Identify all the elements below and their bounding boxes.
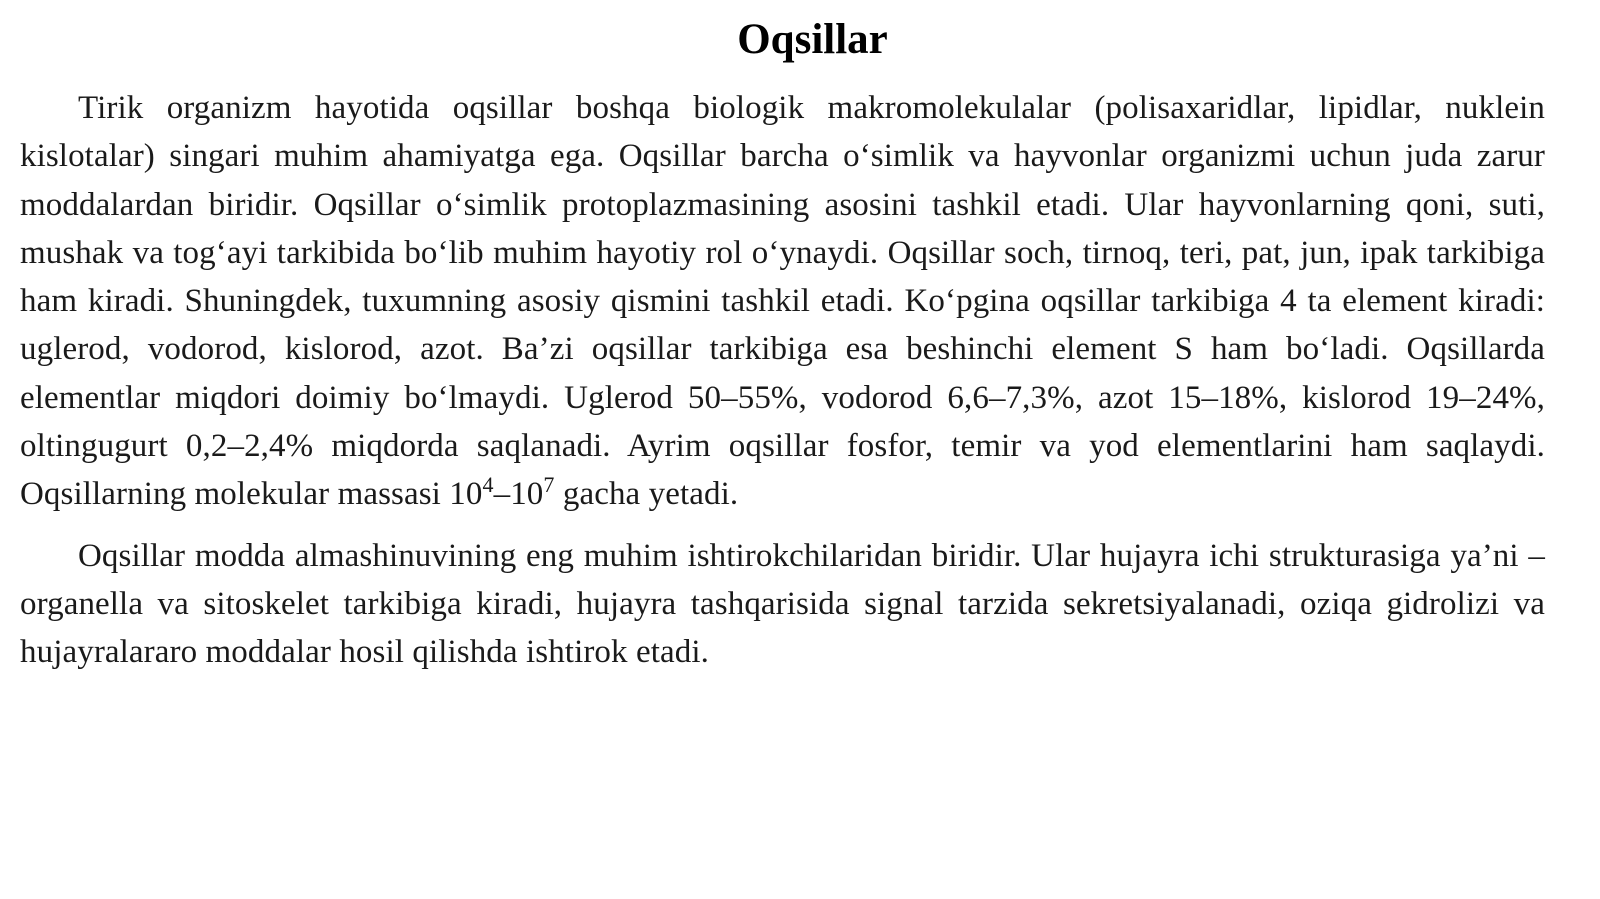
paragraph-1	[20, 84, 1545, 519]
paragraph-2: Oqsillar modda almashinuvining eng muhim ishtirokchilaridan biridir. Ular hujayra ichi strukturasiga ya’ni – organella va sitoskelet tarkibiga kiradi, hujayra tashqarisida signal tarzida sekretsiyalanadi, oziqa gidrolizi va hujayralararo moddalar hosil qilishda ishtirok etadi.	[20, 537, 1545, 671]
document-title: Oqsillar	[737, 16, 888, 63]
paragraph-1-text: Tirik organizm hayotida oqsillar boshqa biologik makromolekulalar (polisaxaridlar, lipidlar, nuklein kislotalar) singari muhim ahamiyatga ega. Oqsillar barcha o‘simlik va hayvonlar organizmi uchun juda zarur moddalardan biridir. Oqsillar o‘simlik protoplazmasining asosini tashkil etadi. Ular hayvonlarning qoni, suti, mushak va tog‘ayi tarkibida bo‘lib muhim hayotiy rol o‘ynaydi. Oqsillar soch, tirnoq, teri, pat, jun, ipak tarkibiga ham kiradi. Shuningdek, tuxumning asosiy qismini tashkil etadi. Ko‘pgina oqsillar tarkibiga 4 ta element kiradi: uglerod, vodorod, kislorod, azot. Ba’zi oqsillar tarkibiga esa beshinchi element S ham bo‘ladi. Oqsillarda elementlar miqdori doimiy bo‘lmaydi. Uglerod 50–55%, vodorod 6,6–7,3%, azot 15–18%, kislorod 19–24%, oltingugurt 0,2–2,4% miqdorda saqlanadi. Ayrim oqsillar fosfor, temir va yod elementlarini ham saqlaydi. Oqsillarning molekular massasi 10	[20, 90, 1545, 513]
document-page	[20, 14, 1545, 677]
paragraph-1-range: –10	[493, 476, 544, 513]
paragraph-1-ending: gacha yetadi.	[554, 476, 739, 513]
exponent-7: 7	[543, 472, 555, 498]
exponent-4: 4	[482, 472, 494, 498]
